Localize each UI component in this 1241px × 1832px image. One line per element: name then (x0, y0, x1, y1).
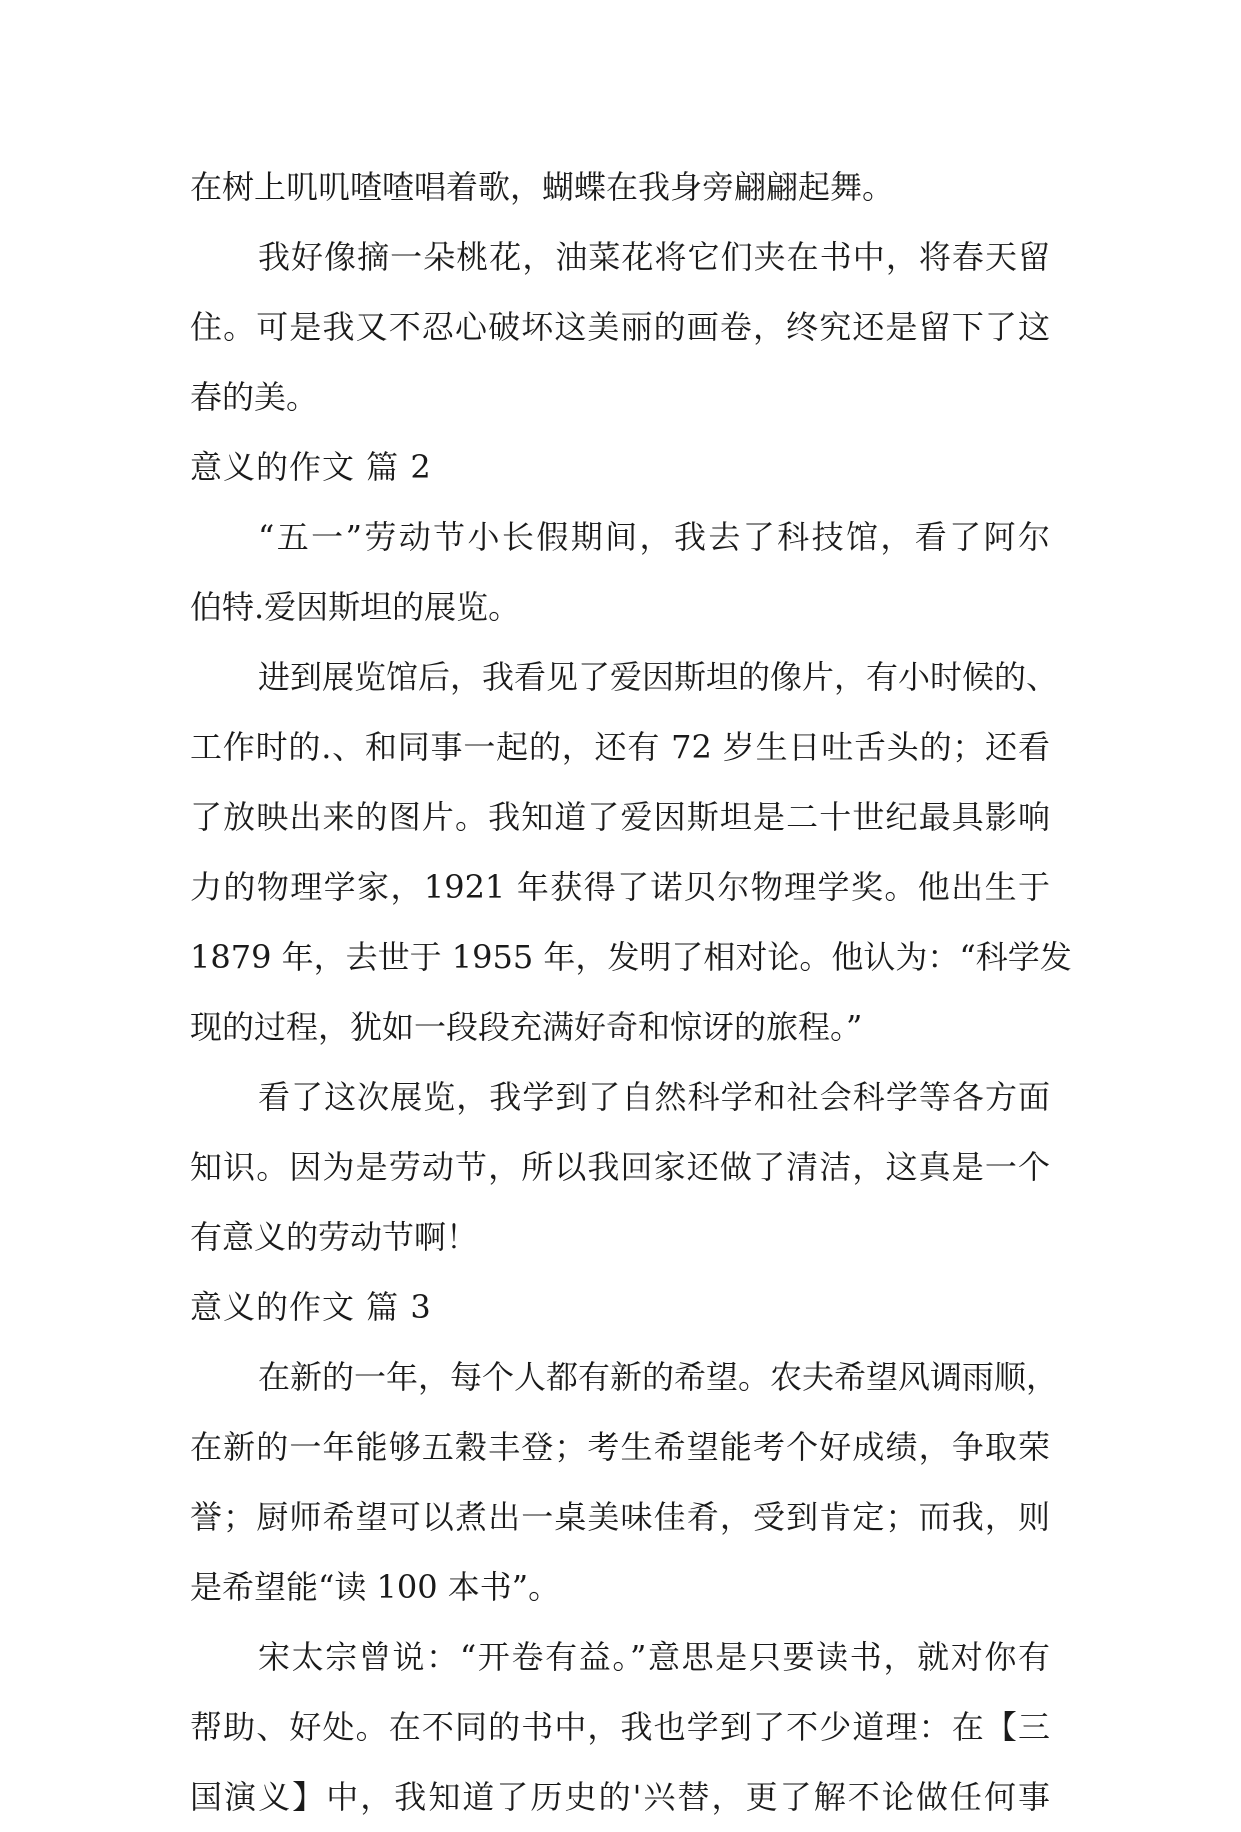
text-line: 在树上叽叽喳喳唱着歌，蝴蝶在我身旁翩翩起舞。 (190, 168, 895, 206)
text-line: 伯特.爱因斯坦的展览。 (190, 588, 521, 626)
text-line: 工作时的.、和同事一起的，还有 72 岁生日吐舌头的；还看 (190, 728, 1050, 766)
section-heading: 意义的作文 篇 2 (190, 448, 432, 486)
text-line: 誉；厨师希望可以煮出一桌美味佳肴，受到肯定；而我，则 (190, 1498, 1050, 1536)
text-line: “五一”劳动节小长假期间，我去了科技馆，看了阿尔 (258, 518, 1050, 556)
text-line: 在新的一年能够五穀丰登；考生希望能考个好成绩，争取荣 (190, 1428, 1050, 1466)
text-line: 现的过程，犹如一段段充满好奇和惊讶的旅程。” (190, 1008, 863, 1046)
text-line: 知识。因为是劳动节，所以我回家还做了清洁，这真是一个 (190, 1148, 1050, 1186)
text-line: 春的美。 (190, 378, 319, 416)
text-line: 在新的一年，每个人都有新的希望。农夫希望风调雨顺， (258, 1358, 1059, 1396)
text-line: 看了这次展览，我学到了自然科学和社会科学等各方面 (258, 1078, 1050, 1116)
section-heading: 意义的作文 篇 3 (190, 1288, 432, 1326)
text-line: 国演义】中，我知道了历史的'兴替，更了解不论做任何事 (190, 1778, 1050, 1816)
text-line: 我好像摘一朵桃花，油菜花将它们夹在书中，将春天留 (258, 238, 1050, 276)
text-line: 力的物理学家，1921 年获得了诺贝尔物理学奖。他出生于 (190, 868, 1050, 906)
text-line: 住。可是我又不忍心破坏这美丽的画卷，终究还是留下了这 (190, 308, 1050, 346)
text-line: 进到展览馆后，我看见了爱因斯坦的像片，有小时候的、 (258, 658, 1059, 696)
essay-body (190, 152, 1072, 1832)
text-line: 有意义的劳动节啊！ (190, 1218, 479, 1256)
text-line: 1879 年，去世于 1955 年，发明了相对论。他认为：“科学发 (190, 938, 1072, 976)
text-line: 宋太宗曾说：“开卷有益。”意思是只要读书，就对你有 (258, 1638, 1050, 1676)
text-line: 帮助、好处。在不同的书中，我也学到了不少道理：在【三 (190, 1708, 1050, 1746)
text-line: 是希望能“读 100 本书”。 (190, 1568, 561, 1606)
text-line: 了放映出来的图片。我知道了爱因斯坦是二十世纪最具影响 (190, 798, 1050, 836)
